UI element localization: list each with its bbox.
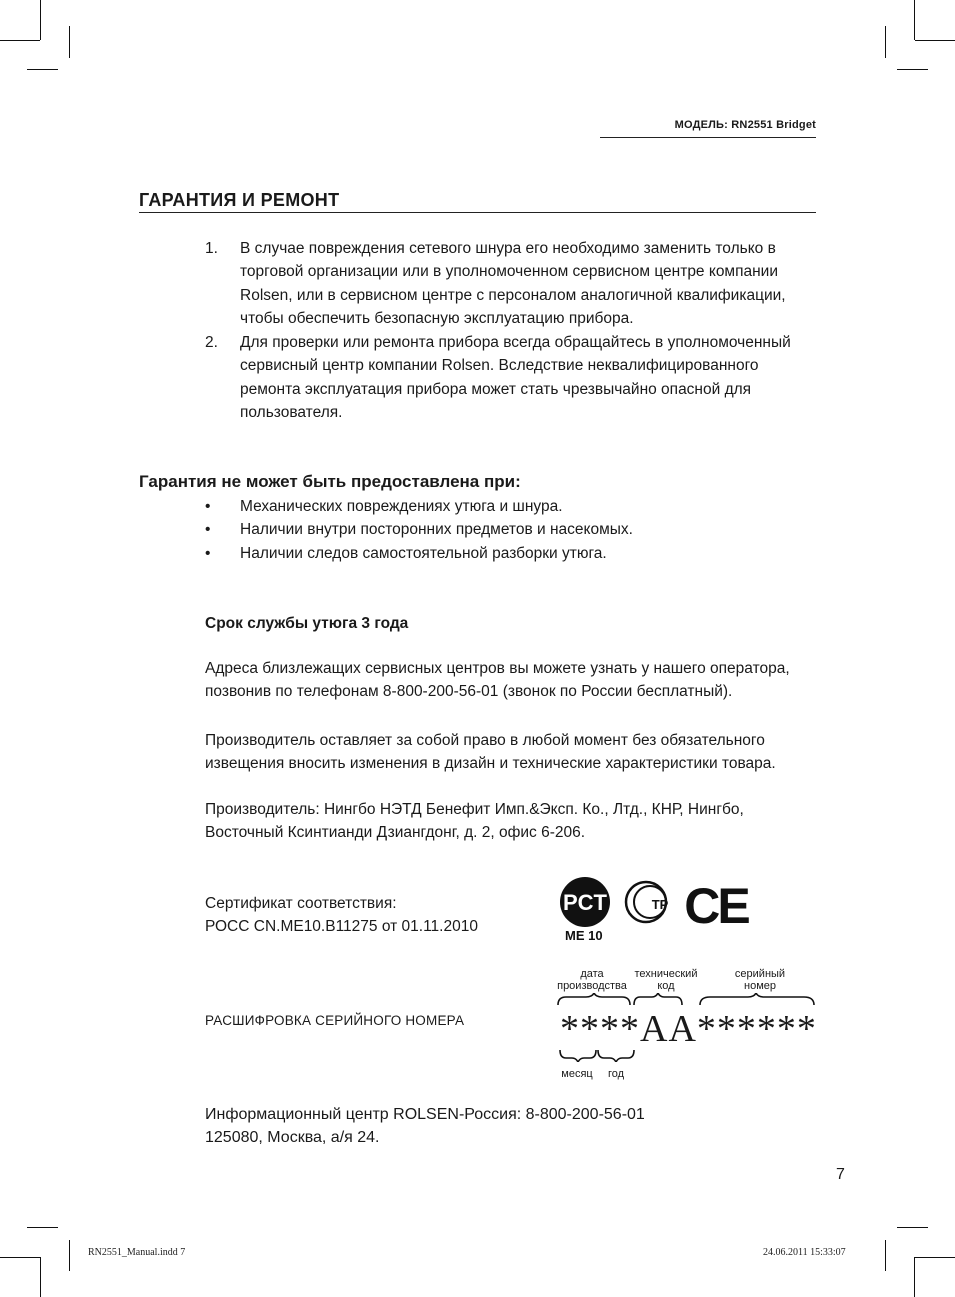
info-line: 125080, Москва, а/я 24. bbox=[205, 1129, 380, 1146]
label-line: код bbox=[657, 980, 675, 992]
page-number: 7 bbox=[836, 1166, 845, 1183]
service-life: Срок службы утюга 3 года bbox=[205, 615, 409, 632]
paragraph-service-centers bbox=[205, 657, 805, 704]
list-text-line: Rolsen, или в сервисном центре с персоналом аналогичной квалификации, bbox=[240, 286, 786, 304]
bullet-text: Наличии внутри посторонних предметов и насекомых. bbox=[240, 521, 633, 538]
bullet-text: Наличии следов самостоятельной разборки утюга. bbox=[240, 545, 607, 562]
section-title-rule bbox=[139, 212, 816, 213]
paragraph-line: Производитель: Нингбо НЭТД Бенефит Имп.&Эксп. Ко., Лтд., КНР, Нингбо, bbox=[205, 801, 744, 818]
info-line: Информационный центр ROLSEN-Россия: 8-800-200-56-01 bbox=[205, 1106, 645, 1123]
pct-logo bbox=[560, 877, 610, 927]
label-line: серийный bbox=[734, 968, 786, 980]
label-line: номер bbox=[744, 980, 776, 992]
bullet-text: Механических повреждениях утюга и шнура. bbox=[240, 498, 563, 515]
label-technical-code bbox=[626, 968, 706, 992]
list-item bbox=[205, 331, 795, 425]
certification-logos bbox=[556, 876, 760, 944]
list-item bbox=[205, 237, 795, 331]
bullet-mark: • bbox=[205, 545, 211, 562]
ce-mark: CE bbox=[684, 878, 748, 934]
label-serial-number bbox=[718, 968, 802, 992]
list-text-line: пользователя. bbox=[240, 403, 343, 421]
slug-filename: RN2551_Manual.indd 7 bbox=[88, 1247, 186, 1258]
certificate-line: Сертификат соответствия: bbox=[205, 895, 397, 912]
pct-logo-text: PCT bbox=[563, 890, 607, 915]
pct-code: ME 10 bbox=[565, 928, 603, 943]
list-number: 1. bbox=[205, 240, 218, 257]
paragraph-line: Производитель оставляет за собой право в любой момент без обязательного bbox=[205, 732, 765, 749]
list-text-line: чтобы обеспечить безопасную эксплуатацию прибора. bbox=[240, 309, 634, 327]
list-text-line: Для проверки или ремонта прибора всегда обращайтесь в уполномоченный bbox=[240, 334, 791, 351]
label-line: технический bbox=[634, 968, 698, 980]
eac-logo bbox=[626, 882, 669, 922]
section-title-exclusions: Гарантия не может быть предоставлена при: bbox=[139, 472, 521, 491]
list-text-line: сервисный центр компании Rolsen. Вследствие неквалифицированного bbox=[240, 357, 759, 375]
list-number: 2. bbox=[205, 334, 218, 351]
list-text-line: В случае повреждения сетевого шнура его необходимо заменить только в bbox=[240, 240, 776, 257]
paragraph-changes bbox=[205, 729, 805, 776]
label-month: месяц bbox=[561, 1068, 593, 1080]
paragraph-line: Адреса близлежащих сервисных центров вы можете узнать у нашего оператора, bbox=[205, 660, 790, 677]
serial-braces-bottom bbox=[556, 1048, 636, 1062]
eac-logo-text: ТР bbox=[651, 897, 669, 912]
label-line: дата bbox=[580, 968, 604, 980]
serial-decode-title: РАСШИФРОВКА СЕРИЙНОГО НОМЕРА bbox=[205, 1013, 465, 1028]
header-rule bbox=[600, 137, 816, 138]
paragraph-line: извещения вносить изменения в дизайн и технические характеристики товара. bbox=[205, 755, 776, 773]
bullet-mark: • bbox=[205, 498, 211, 515]
label-line: производства bbox=[557, 980, 627, 992]
section-title-warranty: ГАРАНТИЯ И РЕМОНТ bbox=[139, 190, 340, 210]
bullet-mark: • bbox=[205, 521, 211, 538]
list-text-line: ремонта эксплуатация прибора может стать чрезвычайно опасной для bbox=[240, 380, 752, 398]
paragraph-line: позвонив по телефонам 8-800-200-56-01 (звонок по России бесплатный). bbox=[205, 683, 733, 701]
serial-pattern: ****AA****** bbox=[560, 1008, 817, 1050]
paragraph-line: Восточный Ксинтианди Дзиангдонг, д. 2, офис 6-206. bbox=[205, 824, 586, 842]
paragraph-manufacturer bbox=[205, 798, 805, 845]
label-production-date bbox=[552, 968, 632, 992]
slug-timestamp: 24.06.2011 15:33:07 bbox=[763, 1247, 846, 1258]
serial-braces-top bbox=[556, 993, 818, 1007]
certificate-line: РОСС CN.ME10.B11275 от 01.11.2010 bbox=[205, 918, 478, 936]
model-header: МОДЕЛЬ: RN2551 Bridget bbox=[674, 119, 816, 131]
certificate bbox=[205, 892, 525, 939]
info-center bbox=[205, 1103, 645, 1149]
label-year: год bbox=[607, 1068, 625, 1080]
list-text-line: торговой организации или в уполномоченном сервисном центре компании bbox=[240, 263, 778, 281]
